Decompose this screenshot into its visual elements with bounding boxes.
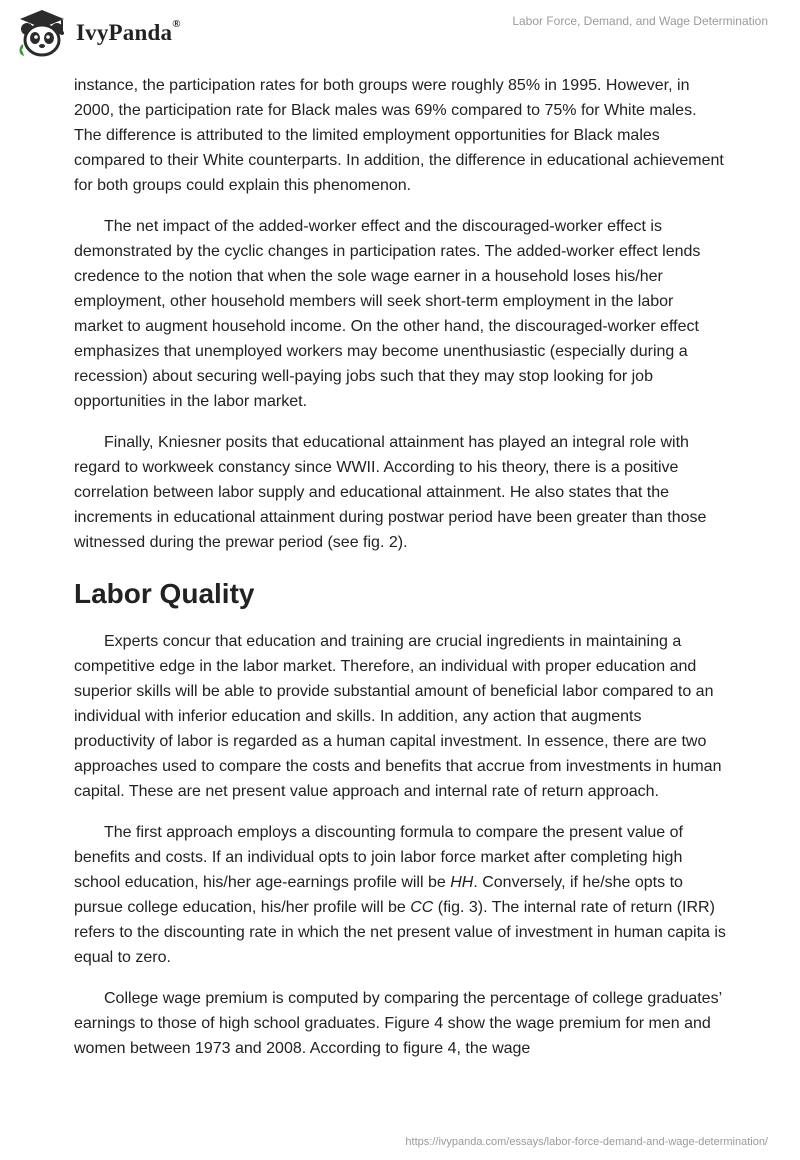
paragraph-4: Experts concur that education and training are crucial ingredients in maintaining a competitive edge in the labor market. Therefore, an individual with proper education and superior skills will be able to provide substantial amount of beneficial labor compared to an individual with inferior education and skills. In addition, any action that augments productivity of labor is regarded as a human capital investment. In essence, there are two approaches used to compare the costs and benefits that accrue from investments in human capital. These are net present value approach and internal rate of return approach. (74, 633, 722, 800)
paragraph-5-part-a: The first approach employs a discounting formula to compare the present value of benefits and costs. If an individual opts to join labor force market after completing high school education, his/her age-earnings profile will be (74, 824, 683, 891)
paragraph-1: instance, the participation rates for both groups were roughly 85% in 1995. However, in 2000, the participation rate for Black males was 69% compared to 75% for White males. The difference is attributed to the limited employment opportunities for Black males compared to their White counterparts. In addition, the difference in educational achievement for both groups could explain this phenomenon. (74, 77, 724, 194)
section-heading: Labor Quality (74, 578, 255, 609)
panda-graduate-icon (16, 8, 68, 58)
cc-profile-label: CC (410, 899, 434, 916)
paragraph-6: College wage premium is computed by comparing the percentage of college graduates’ earnings to those of high school graduates. Figure 4 show the wage premium for men and women between 1973 and 2008. According to figure 4, the wage (74, 990, 722, 1057)
page-header (0, 0, 800, 70)
registered-mark: ® (172, 18, 181, 30)
essay-body (74, 73, 726, 1077)
ivypanda-logo[interactable] (16, 8, 181, 58)
paragraph-5-part-c: (fig. 3). The internal rate of return (IRR) refers to the discounting rate in which the net present value of investment in human capita is equal to zero. (74, 899, 726, 966)
logo-wordmark: IvyPanda (76, 20, 173, 45)
paragraph-5-part-b: . Conversely, if he/she opts to pursue college education, his/her profile will be (74, 874, 683, 916)
paragraph-3: Finally, Kniesner posits that educational attainment has played an integral role with regard to workweek constancy since WWII. According to his theory, there is a positive correlation between labor supply and educational attainment. He also states that the increments in educational attainment during postwar period have been greater than those witnessed during the prewar period (see fig. 2). (74, 434, 707, 551)
source-url[interactable]: https://ivypanda.com/essays/labor-force-demand-and-wage-determination/ (405, 1136, 768, 1148)
paragraph-5 (74, 820, 726, 970)
document-title: Labor Force, Demand, and Wage Determination (512, 14, 768, 28)
hh-profile-label: HH (450, 874, 474, 891)
paragraph-2: The net impact of the added-worker effect and the discouraged-worker effect is demonstrated by the cyclic changes in participation rates. The added-worker effect lends credence to the notion that when the sole wage earner in a household loses his/her employment, other household members will seek short-term employment in the labor market to augment household income. On the other hand, the discouraged-worker effect emphasizes that unemployed workers may become unenthusiastic (especially during a recession) about securing well-paying jobs such that they may stop looking for job opportunities in the labor market. (74, 218, 701, 410)
